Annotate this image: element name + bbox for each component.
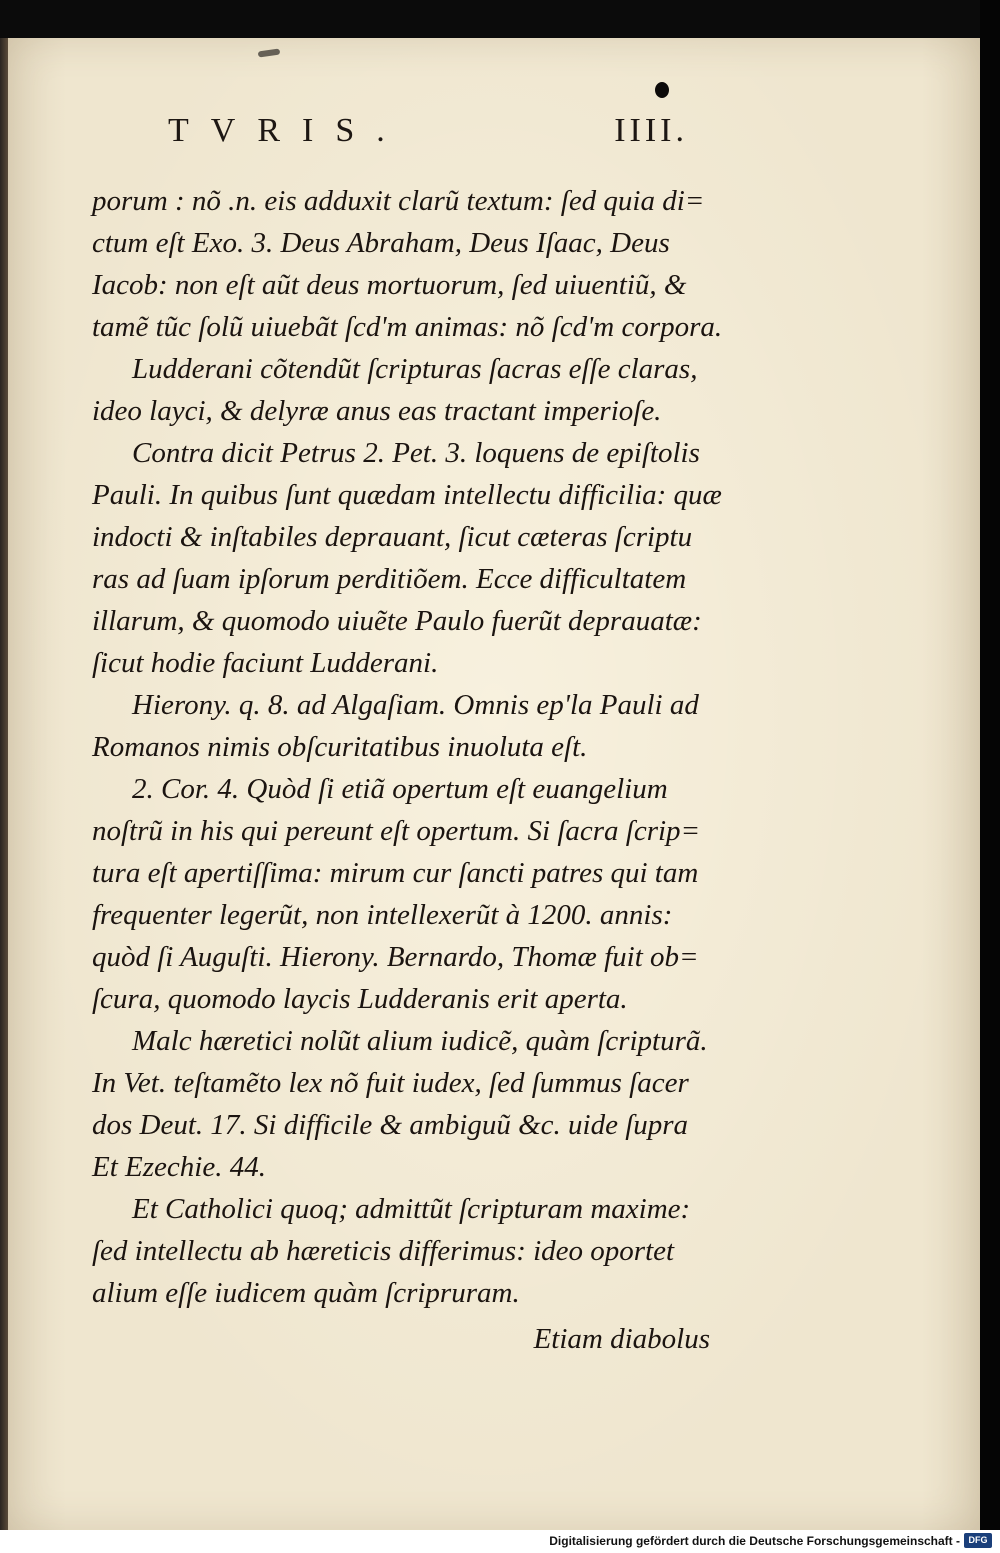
text-line: In Vet. teſtamẽto lex nõ fuit iudex, ſed ſummus ſacer [92,1067,689,1099]
text-line: Pauli. In quibus ſunt quædam intellectu difficilia: quæ [92,479,722,511]
text-line: ſicut hodie faciunt Ludderani. [92,647,439,679]
catchword: Etiam diabolus [533,1323,710,1355]
folio-number: IIII. [614,112,688,149]
text-line: Et Catholici quoq; admittũt ſcripturam maxime: [132,1193,691,1225]
text-line: Malc hæretici nolũt alium iudicẽ, quàm ſcripturã. [132,1025,708,1057]
text-line: indocti & inſtabiles deprauant, ſicut cæteras ſcriptu [92,521,693,553]
text-line: ctum eſt Exo. 3. Deus Abraham, Deus Iſaac, Deus [92,227,670,259]
body-text [92,180,722,1360]
text-line: ſcura, quomodo laycis Ludderanis erit aperta. [92,983,628,1015]
text-line: Hierony. q. 8. ad Algaſiam. Omnis ep'la Pauli ad [132,689,699,721]
text-line: alium eſſe iudicem quàm ſcripruram. [92,1277,520,1309]
text-line: Et Ezechie. 44. [92,1151,266,1183]
digitization-footer [0,1530,1000,1553]
page-header [168,112,688,152]
ink-blot [655,82,669,98]
text-line: Ludderani cõtendũt ſcripturas ſacras eſſe claras, [132,353,698,385]
text-line: Iacob: non eſt aũt deus mortuorum, ſed uiuentiũ, & [92,269,687,301]
text-line: tamẽ tũc ſolũ uiuebãt ſcd'm animas: nõ ſcd'm corpora. [92,311,723,343]
text-line: quòd ſi Auguſti. Hierony. Bernardo, Thomæ fuit ob= [92,941,699,973]
scan-margin [980,0,1000,1553]
funding-credit: Digitalisierung gefördert durch die Deutsche Forschungsgemeinschaft - [549,1534,960,1548]
running-head: TVRIS. [168,112,407,149]
text-line: 2. Cor. 4. Quòd ſi etiã opertum eſt euangelium [132,773,668,805]
text-line: frequenter legerũt, non intellexerũt à 1200. annis: [92,899,673,931]
dfg-logo-icon: DFG [964,1533,992,1548]
text-line: dos Deut. 17. Si difficile & ambiguũ &c. uide ſupra [92,1109,689,1141]
text-line: Contra dicit Petrus 2. Pet. 3. loquens de epiſtolis [132,437,700,469]
text-line: noſtrũ in his qui pereunt eſt opertum. Si ſacra ſcrip= [92,815,701,847]
text-line: ſed intellectu ab hæreticis differimus: ideo oportet [92,1235,675,1267]
book-spine-edge [0,38,8,1530]
text-line: Romanos nimis obſcuritatibus inuoluta eſt. [92,731,588,763]
text-line: tura eſt apertiſſima: mirum cur ſancti patres qui tam [92,857,699,889]
text-line: porum : nõ .n. eis adduxit clarũ textum: ſed quia di= [92,185,705,217]
text-line: ideo layci, & delyræ anus eas tractant imperioſe. [92,395,662,427]
text-line: ras ad ſuam ipſorum perditiõem. Ecce difficultatem [92,563,687,595]
text-line: illarum, & quomodo uiuẽte Paulo fuerũt deprauatæ: [92,605,702,637]
